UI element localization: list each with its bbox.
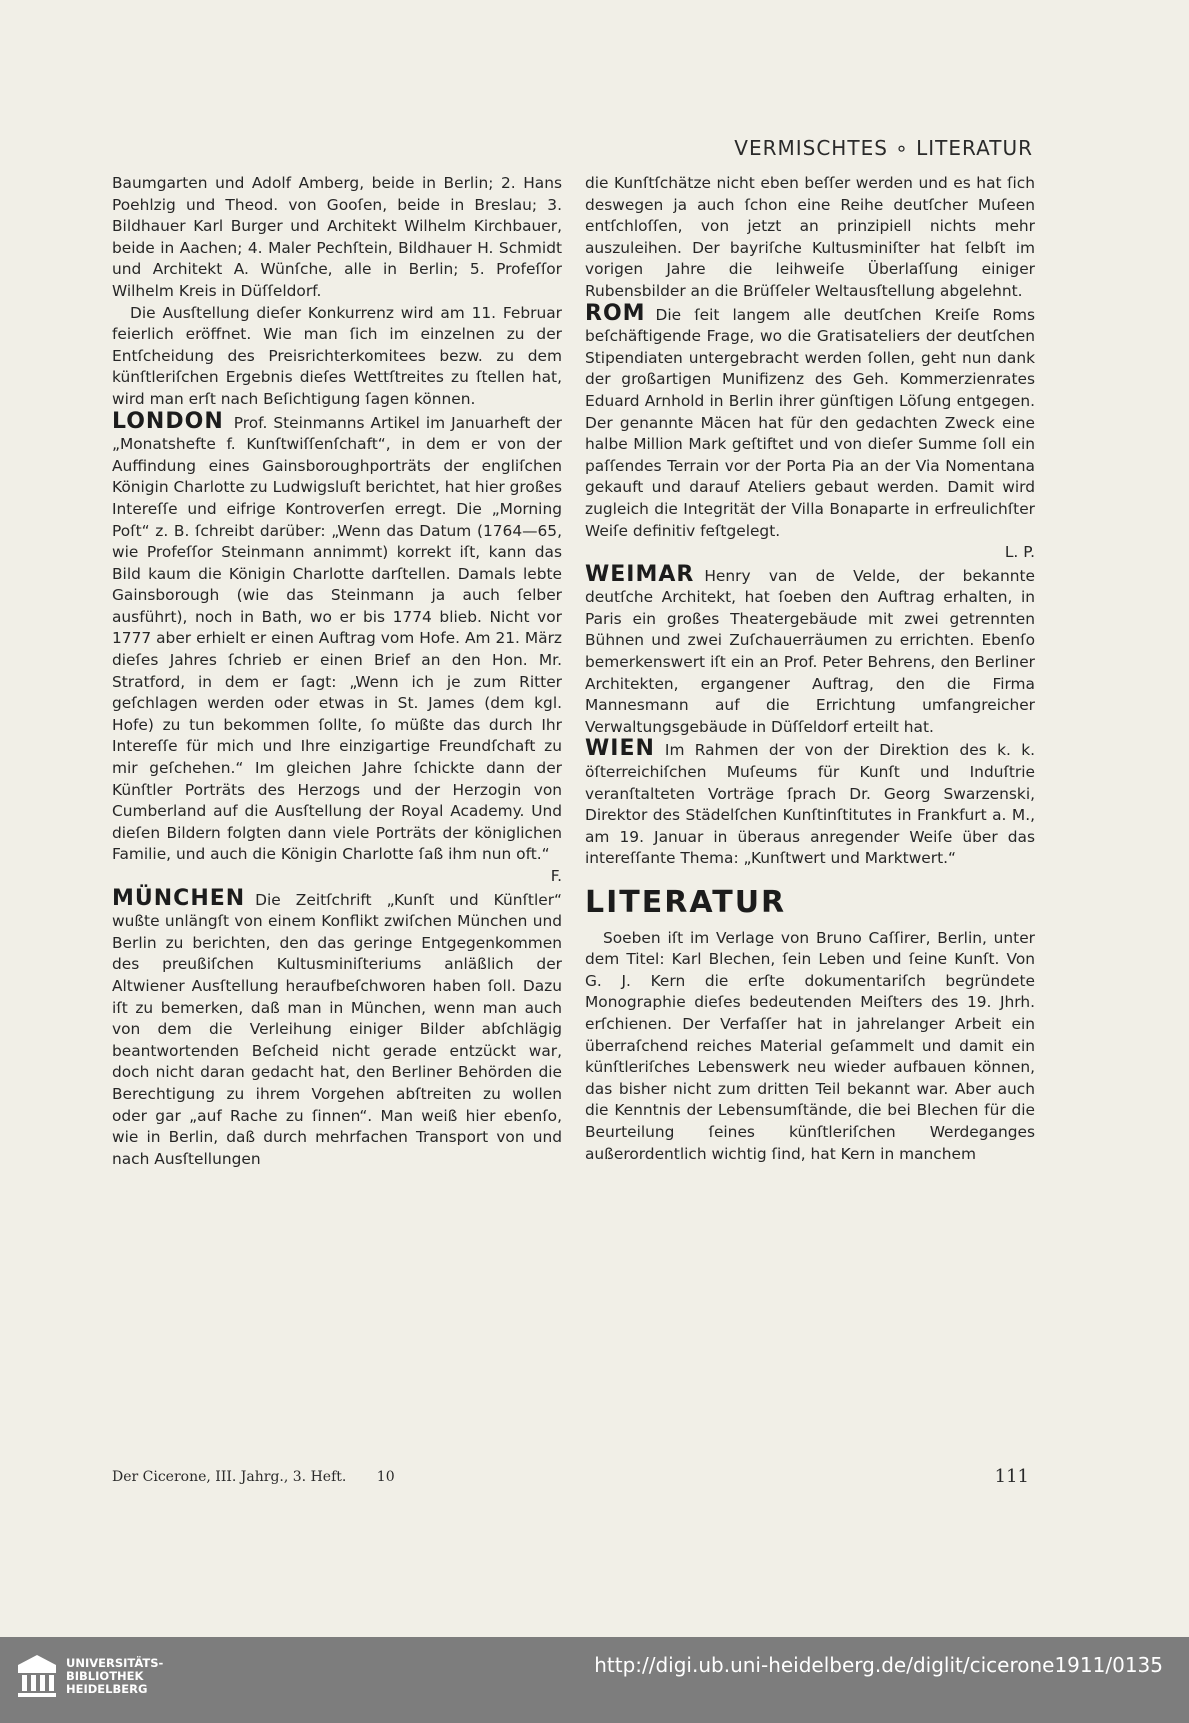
section-text: Henry van de Velde, der bekannte deutſche Architekt, hat ſoeben den Auftrag erhalten, in Paris ein großes Theatergebäude mit zwei getrennten Bühnen und zwei Zuſchauerräumen zu errichten. Ebenſo bemerkenswert iſt ein an Prof. Peter Behrens, den Berliner Architekten, ergangener Auftrag, den die Firma Mannesmann auf die Errichtung umfangreicher Verwaltungsgebäude in Düſſeldorf erteilt hat. [585, 566, 1035, 736]
journal-title: Der Cicerone, III. Jahrg., 3. Heft. [112, 1469, 347, 1485]
section-london [112, 408, 562, 866]
section-heading: LONDON [112, 408, 224, 434]
signature: F. [550, 867, 562, 885]
paragraph: Baumgarten und Adolf Amberg, beide in Berlin; 2. Hans Poehlzig und Theod. von Gooſen, beide in Breslau; 3. Bildhauer Karl Burger und Architekt Wilhelm Kirchbauer, beide in Aachen; 4. Maler Pechſtein, Bildhauer H. Schmidt und Architekt A. Wünſche, alle in Berlin; 5. Profeſſor Wilhelm Kreis in Düſſeldorf. [112, 174, 562, 300]
section-heading: WIEN [585, 736, 655, 762]
library-name-line: BIBLIOTHEK [66, 1669, 144, 1683]
signature: L. P. [1004, 543, 1035, 562]
literatur-heading: LITERATUR [585, 885, 787, 920]
library-name [66, 1657, 163, 1696]
library-name-line: HEIDELBERG [66, 1682, 148, 1696]
section-heading: ROM [585, 300, 646, 326]
right-column [585, 173, 1035, 1165]
section-text: Die Zeitſchrift „Kunſt und Künſtler“ wußte unlängſt von einem Konflikt zwiſchen München und Berlin zu berichten, den das geringe Entgegenkommen des preußiſchen Kultusminiſteriums anläßlich der Altwiener Ausſtellung heraufbeſchworen haben ſoll. Dazu iſt zu bemerken, daß man in München, wenn man auch von dem die Verleihung einiger Bilder abſchlägig beantwortenden Beſcheid nicht gerade entzückt war, doch nicht daran gedacht hat, den Berliner Behörden die Berechtigung zu ihrem Vorgehen abſtreiten zu wollen oder gar „auf Rache zu ſinnen“. Man weiß hier ebenſo, wie in Berlin, daß durch mehrfachen Transport von und nach Ausſtellungen [112, 890, 562, 1168]
paragraph: die Kunſtſchätze nicht eben beſſer werden und es hat ſich deswegen ja auch ſchon eine Reihe deutſcher Muſeen entſchloſſen, von jetzt an prinzipiell nichts mehr auszuleihen. Der bayriſche Kultusminiſter hat ſelbſt im vorigen Jahre die leihweiſe Überlaſſung einiger Rubensbilder an die Brüſſeler Weltausſtellung abgelehnt. [585, 174, 1035, 300]
section-text: Im Rahmen der von der Direktion des k. k. öſterreichiſchen Muſeums für Kunſt und Induſtrie veranſtalteten Vorträge ſprach Dr. Georg Swarzenski, Direktor des Städelſchen Kunſtinſtitutes in Frankfurt a. M., am 19. Januar in überaus anregender Weiſe über das intereſſante Thema: „Kunſtwert und Marktwert.“ [585, 741, 1035, 868]
section-heading: WEIMAR [585, 561, 695, 587]
source-url: http://digi.ub.uni-heidelberg.de/diglit/cicerone1911/0135 [594, 1653, 1163, 1677]
library-banner [0, 1637, 1189, 1723]
section-weimar [585, 561, 1035, 739]
library-logo-icon [16, 1653, 58, 1703]
paragraph: Soeben iſt im Verlage von Bruno Caſſirer, Berlin, unter dem Titel: Karl Blechen, ſein Leben und ſeine Kunſt. Von G. J. Kern die erſte dokumentariſch begründete Monographie dieſes bedeutenden Meiſters des 19. Jhrh. erſchienen. Der Verfaſſer hat in jahrelanger Arbeit ein überraſchend reiches Material geſammelt und damit ein künſtleriſches Lebenswerk neu wieder aufbauen können, das bisher nicht zum dritten Teil bekannt war. Aber auch die Kenntnis der Lebensumſtände, die bei Blechen für die Beurteilung ſeines künſtleriſchen Werdeganges außerordentlich wichtig ſind, hat Kern in manchem [585, 928, 1035, 1163]
section-muenchen [112, 885, 562, 1171]
page-number: 111 [994, 1466, 1029, 1487]
signature-mark: 10 [376, 1469, 395, 1485]
section-wien [585, 738, 1035, 870]
section-rom [585, 300, 1035, 543]
left-column [112, 173, 562, 1170]
section-heading: MÜNCHEN [112, 885, 246, 911]
running-head: VERMISCHTES ∘ LITERATUR [734, 136, 1033, 160]
library-name-line: UNIVERSITÄTS- [66, 1656, 164, 1670]
section-text: Prof. Steinmanns Artikel im Januarheft der „Monatshefte f. Kunſtwiſſenſchaft“, in dem er von der Auffindung eines Gainsboroughporträts der engliſchen Königin Charlotte zu Ludwigsluſt berichtet, hat hier großes Intereſſe und eifrige Kontroverſen erregt. Die „Morning Poſt“ z. B. ſchreibt darüber: „Wenn das Datum (1764—65, wie Profeſſor Steinmann annimmt) korrekt iſt, kann das Bild kaum die Königin Charlotte darſtellen. Damals lebte Gainsborough (wie das Steinmann ja auch ſelber ausführt), noch in Bath, wo er bis 1774 blieb. Nicht vor 1777 aber erhielt er einen Auftrag vom Hofe. Am 21. März dieſes Jahres ſchrieb er einen Brief an den Hon. Mr. Stratford, in dem er ſagt: „Wenn ich je zum Ritter geſchlagen werden oder etwas in St. James (dem kgl. Hofe) zu tun bekommen ſollte, ſo müßte das durch Ihr Intereſſe für mich und Ihre einzigartige Freundſchaft zu mir geſchehen.“ Im gleichen Jahre ſchickte dann der Künſtler Porträts des Herzogs und der Herzogin von Cumberland auf die Ausſtellung der Royal Academy. Und dieſen Bildern folgten dann viele Porträts der königlichen Familie, und auch die Königin Charlotte ſaß ihm nun oft.“ [112, 413, 562, 864]
section-text: Die ſeit langem alle deutſchen Kreiſe Roms beſchäftigende Frage, wo die Gratisateliers der deutſchen Stipendiaten untergebracht werden ſollen, geht nun dank der großartigen Munifizenz des Geh. Kommerzienrates Eduard Arnhold in Berlin ihrer günſtigen Löſung entgegen. Der genannte Mäcen hat für den gedachten Zweck eine halbe Million Mark geſtiftet und von dieſer Summe ſoll ein paſſendes Terrain vor der Porta Pia an der Via Nomentana gekauft und darauf Ateliers gebaut werden. Damit wird zugleich die Integrität der Villa Bonaparte in erfreulichſter Weiſe definitiv feſtgelegt. [585, 305, 1035, 540]
paragraph: Die Ausſtellung dieſer Konkurrenz wird am 11. Februar feierlich eröffnet. Wie man ſich im einzelnen zu der Entſcheidung des Preisrichterkomitees bezw. zu dem künſtleriſchen Ergebnis dieſes Wettſtreites zu ſtellen hat, wird man erſt nach Beſichtigung ſagen können. [112, 303, 562, 408]
footer-journal [112, 1469, 395, 1485]
